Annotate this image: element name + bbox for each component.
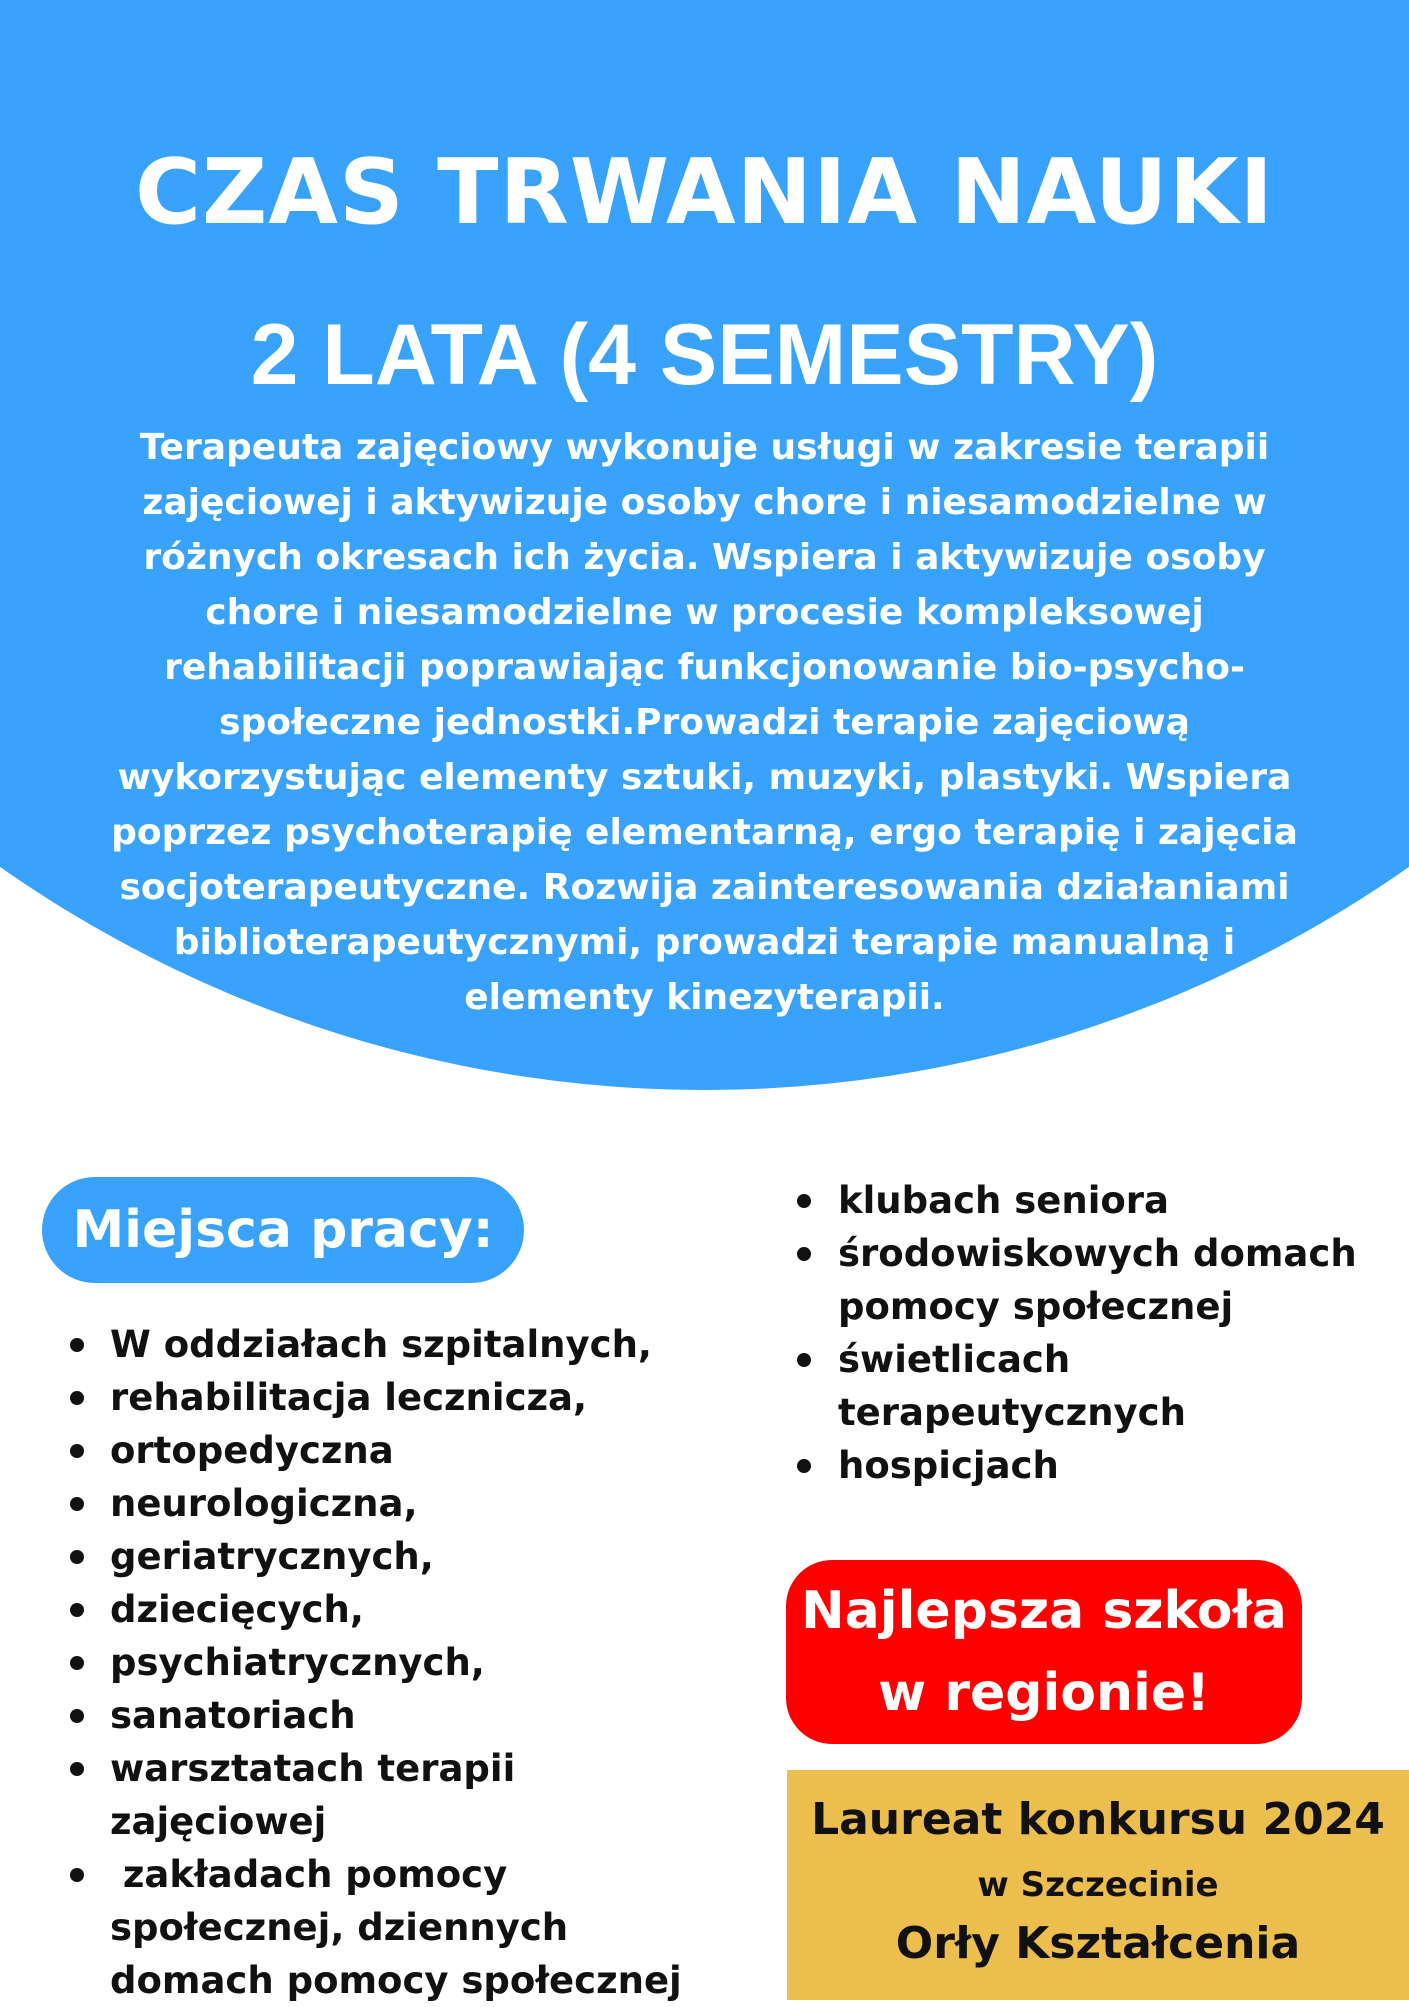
list-item	[110, 1583, 730, 1636]
list-item-label: neurologiczna,	[110, 1482, 418, 1525]
list-item-label: klubach seniora	[838, 1179, 1170, 1222]
bullet-icon	[797, 1194, 811, 1208]
badge-line-1: Najlepsza szkoła	[801, 1581, 1287, 1641]
bullet-icon	[70, 1709, 84, 1723]
bullet-icon	[70, 1603, 84, 1617]
list-item	[110, 1689, 730, 1742]
list-item-label: zakładach pomocy społecznej, dziennych domach pomocy społecznej	[110, 1853, 682, 2002]
list-item	[110, 1848, 730, 2007]
list-item-label: świetlicach terapeutycznych	[838, 1338, 1186, 1434]
list-item	[838, 1333, 1378, 1439]
bullet-icon	[797, 1353, 811, 1367]
list-item	[838, 1227, 1378, 1333]
list-item-label: rehabilitacja lecznicza,	[110, 1376, 588, 1419]
badge-line-2: w regionie!	[878, 1663, 1210, 1723]
list-item-label: ortopedyczna	[110, 1429, 394, 1472]
list-item-label: sanatoriach	[110, 1694, 356, 1737]
bullet-icon	[70, 1497, 84, 1511]
list-item	[110, 1742, 730, 1848]
page-subtitle: 2 LATA (4 SEMESTRY)	[250, 307, 1159, 403]
list-item	[110, 1424, 730, 1477]
list-item-label: hospicjach	[838, 1444, 1059, 1487]
list-item	[110, 1477, 730, 1530]
list-item-label: warsztatach terapii zajęciowej	[110, 1747, 516, 1843]
workplaces-list-left	[110, 1318, 730, 2007]
list-item	[110, 1371, 730, 1424]
list-item	[838, 1174, 1378, 1227]
list-item	[110, 1530, 730, 1583]
bullet-icon	[70, 1868, 84, 1882]
job-description: Terapeuta zajęciowy wykonuje usługi w zakresie terapii zajęciowej i aktywizuje osoby chore i niesamodzielne w różnych okresach ich życia. Wspiera i aktywizuje osoby chore i niesamodzielne w procesie kompleksowej rehabilitacji poprawiając funkcjonowanie bio-psycho-społeczne jednostki.Prowadzi terapie zajęciową wykorzystując elementy sztuki, muzyki, plastyki. Wspiera poprzez psychoterapię elementarną, ergo terapię i zajęcia socjoterapeutyczne. Rozwija zainteresowania działaniami biblioterapeutycznymi, prowadzi terapie manualną i elementy kinezyterapii.	[111, 427, 1298, 1018]
list-item-label: psychiatrycznych,	[110, 1641, 485, 1684]
award-line-2: w Szczecinie	[977, 1865, 1219, 1905]
bullet-icon	[70, 1391, 84, 1405]
bullet-icon	[70, 1444, 84, 1458]
bullet-icon	[70, 1762, 84, 1776]
list-item	[838, 1439, 1378, 1492]
bullet-icon	[70, 1338, 84, 1352]
list-item	[110, 1318, 730, 1371]
award-box	[787, 1770, 1409, 2000]
workplaces-heading: Miejsca pracy:	[42, 1177, 524, 1283]
list-item-label: środowiskowych domach pomocy społecznej	[838, 1232, 1357, 1328]
award-line-1: Laureat konkursu 2024	[811, 1794, 1385, 1845]
bullet-icon	[70, 1656, 84, 1670]
page-title: CZAS TRWANIA NAUKI	[134, 140, 1274, 245]
list-item-label: W oddziałach szpitalnych,	[110, 1323, 652, 1366]
list-item-label: geriatrycznych,	[110, 1535, 434, 1578]
bullet-icon	[797, 1459, 811, 1473]
award-line-3: Orły Kształcenia	[895, 1918, 1301, 1969]
workplaces-list-right	[838, 1174, 1378, 1492]
list-item	[110, 1636, 730, 1689]
bullet-icon	[797, 1247, 811, 1261]
best-school-badge	[786, 1560, 1302, 1744]
bullet-icon	[70, 1550, 84, 1564]
list-item-label: dziecięcych,	[110, 1588, 364, 1631]
